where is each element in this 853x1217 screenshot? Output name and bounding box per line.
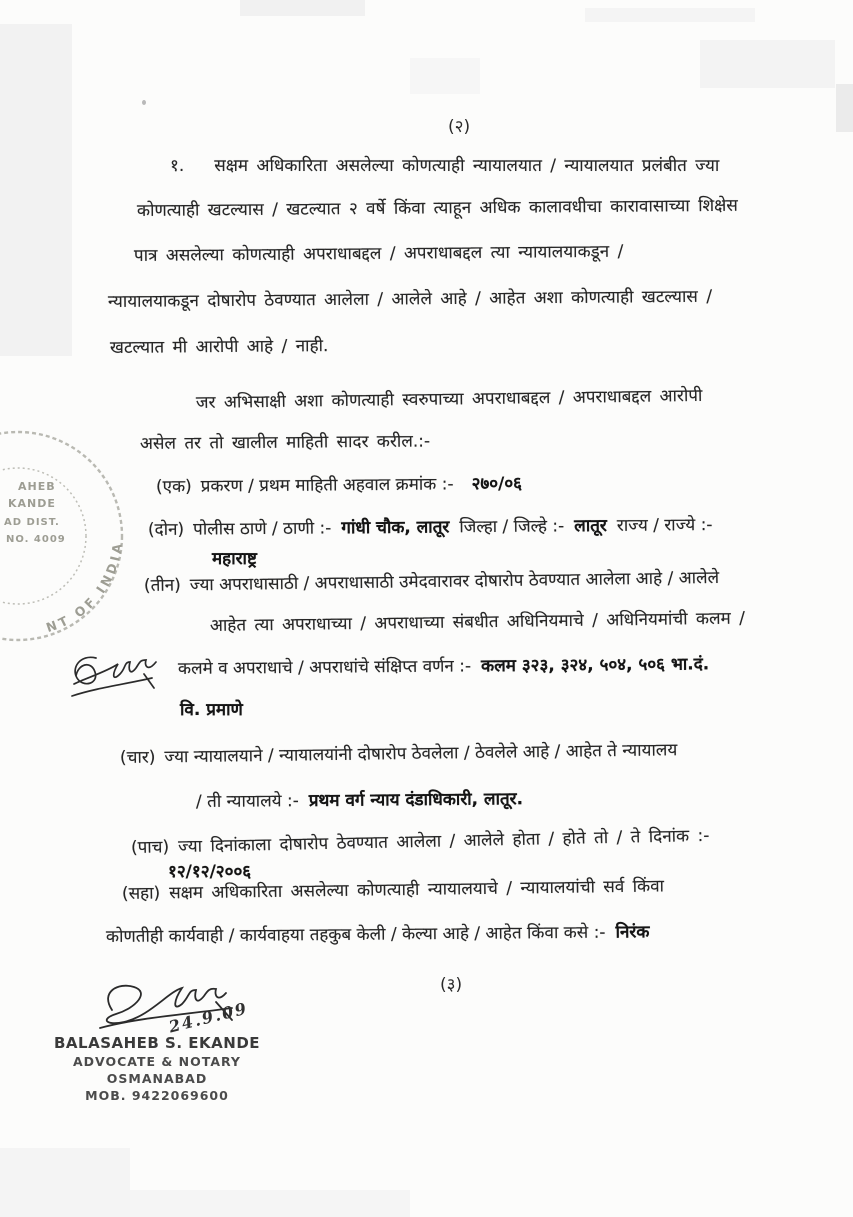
clause1-line: न्यायालयाकडून दोषारोप ठेवण्यात आलेला / आलेले आहे / आहेत अशा कोणत्याही खटल्यास / — [107, 286, 713, 312]
clause1-line1-text: सक्षम अधिकारिता असलेल्या कोणत्याही न्यायालयात / न्यायालयात प्रलंबीत ज्या — [214, 156, 720, 176]
item-don-a3: महाराष्ट्र — [212, 549, 257, 569]
item-char-answer: प्रथम वर्ग न्याय दंडाधिकारी, लातूर. — [308, 789, 524, 812]
seal-arc-text: NT OF INDIA — [44, 539, 126, 636]
item-teen-answer1: कलम ३२३, ३२४, ५०४, ५०६ भा.दं. — [481, 654, 710, 677]
item-saha-line1: सक्षम अधिकारिता असलेल्या कोणत्याही न्यायालयाचे / न्यायालयांची सर्व किंवा — [169, 876, 665, 904]
item-pach-line1: ज्या दिनांकाला दोषारोप ठेवण्यात आलेला / आलेले होता / होते तो / ते दिनांक :- — [177, 825, 710, 858]
item-saha-answer: निरंक — [615, 922, 650, 943]
clause2-line: असेल तर तो खालील माहिती सादर करील.:- — [139, 431, 431, 454]
witness-signature — [66, 648, 170, 716]
item-teen-line3: कलमे व अपराधाचे / अपराधांचे संक्षिप्त वर्णन :- — [177, 656, 472, 679]
page-number-bottom: (३) — [440, 975, 463, 995]
seal-fragment: AD DIST. — [4, 517, 60, 528]
item-pach — [131, 826, 710, 859]
item-don-a2: लातूर — [574, 515, 607, 537]
item-don-q1: पोलीस ठाणे / ठाणी :- — [193, 518, 332, 540]
item-ek-label: (एक) — [155, 476, 192, 497]
item-teen-line1: ज्या अपराधासाठी / अपराधासाठी उमेदवारावर दोषारोप ठेवण्यात आलेला आहे / आलेले — [189, 567, 720, 596]
notary-city: OSMANABAD — [106, 1071, 208, 1086]
item-saha-line2-row — [106, 922, 650, 948]
item-don-q3: राज्य / राज्ये :- — [616, 515, 713, 536]
notary-name: BALASAHEB S. EKANDE — [53, 1034, 261, 1052]
clause1-line: पात्र असलेल्या कोणत्याही अपराधाबद्दल / अपराधाबद्दल त्या न्यायालयाकडून / — [133, 241, 624, 266]
item-saha-label: (सहा) — [121, 883, 161, 904]
item-don-label: (दोन) — [147, 519, 185, 540]
seal-fragment: NO. 4009 — [6, 534, 66, 545]
item-teen-label: (तीन) — [143, 575, 181, 596]
seal-fragment: KANDE — [8, 497, 56, 510]
item-don-a1: गांधी चौक, लातूर — [341, 517, 450, 539]
page-number-top: (२) — [448, 117, 471, 137]
item-ek-answer: २७०/०६ — [471, 473, 523, 495]
item-pach-answer: १२/१२/२००६ — [168, 862, 252, 882]
item-pach-label: (पाच) — [130, 837, 170, 858]
notary-mobile: MOB. 9422069600 — [85, 1088, 229, 1103]
item-char-line2-row — [196, 789, 523, 813]
item-char-label: (चार) — [119, 747, 156, 768]
clause1-number: १. — [170, 156, 185, 176]
item-char-line2: / ती न्यायालये :- — [195, 791, 299, 812]
item-don-q2: जिल्हा / जिल्हे :- — [459, 516, 565, 538]
item-char — [120, 740, 678, 769]
item-teen — [144, 568, 719, 597]
item-teen-line3-row — [178, 654, 709, 680]
item-ek-question: प्रकरण / प्रथम माहिती अहवाल क्रमांक :- — [200, 474, 454, 497]
clause1-line: कोणत्याही खटल्यास / खटल्यात २ वर्षे किंवा त्याहून अधिक कालावधीचा कारावासाच्या शिक्षेस — [136, 195, 738, 221]
clause1-line — [170, 156, 719, 177]
clause2-line: जर अभिसाक्षी अशा कोणत्याही स्वरुपाच्या अपराधाबद्दल / अपराधाबद्दल आरोपी — [195, 385, 703, 413]
clause1-line: खटल्यात मी आरोपी आहे / नाही. — [109, 336, 329, 358]
seal-fragment: AHEB — [18, 480, 56, 493]
item-don — [148, 515, 713, 541]
item-saha-line2: कोणतीही कार्यवाही / कार्यवाहया तहकुब केली / केल्या आहे / आहेत किंवा कसे :- — [105, 922, 606, 947]
item-teen-line2: आहेत त्या अपराधाच्या / अपराधाच्या संबधीत अधिनियमाचे / अधिनियमांची कलम / — [209, 608, 746, 636]
item-teen-answer2: वि. प्रमाणे — [180, 700, 243, 720]
item-char-line1: ज्या न्यायालयाने / न्यायालयांनी दोषारोप ठेवलेला / ठेवलेले आहे / आहेत ते न्यायालय — [164, 740, 678, 768]
notary-title: ADVOCATE & NOTARY — [73, 1054, 241, 1069]
notary-stamp-block — [52, 1034, 262, 1103]
handwritten-date: 24.9.09 — [166, 998, 250, 1037]
item-ek — [156, 474, 522, 498]
